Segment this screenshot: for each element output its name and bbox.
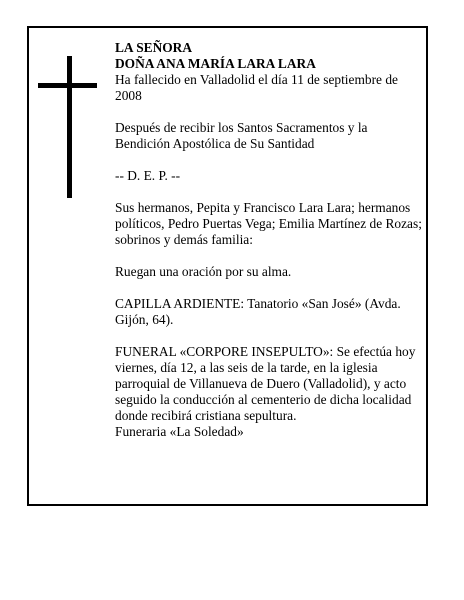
funeral-text: FUNERAL «CORPORE INSEPULTO»: Se efectúa hoy viernes, día 12, a las seis de la tarde, en la iglesia parroquial de Villanueva de Duero (Valladolid), y acto seguido la conducción al cementerio de dicha localidad donde recibirá cristiana sepultura. (115, 344, 416, 423)
family-text: Sus hermanos, Pepita y Francisco Lara Lara; hermanos políticos, Pedro Puertas Vega; Emilia Martínez de Rozas; sobrinos y demás familia: (115, 200, 422, 247)
cross-horizontal-bar (38, 83, 97, 88)
prayer-request-text: Ruegan una oración por su alma. (115, 264, 292, 279)
death-info: Ha fallecido en Valladolid el día 11 de septiembre de 2008 (115, 72, 398, 103)
funeral-home-text: Funeraria «La Soledad» (115, 424, 244, 439)
sacraments-text: Después de recibir los Santos Sacramentos y la Bendición Apostólica de Su Santidad (115, 120, 368, 151)
obituary-notice (27, 26, 428, 506)
notice-title-line2: DOÑA ANA MARÍA LARA LARA (115, 56, 316, 71)
rip-text: -- D. E. P. -- (115, 168, 181, 183)
cross-vertical-bar (67, 56, 72, 198)
notice-text (115, 40, 425, 440)
notice-title-line1: LA SEÑORA (115, 40, 193, 55)
chapel-text: CAPILLA ARDIENTE: Tanatorio «San José» (Avda. Gijón, 64). (115, 296, 401, 327)
